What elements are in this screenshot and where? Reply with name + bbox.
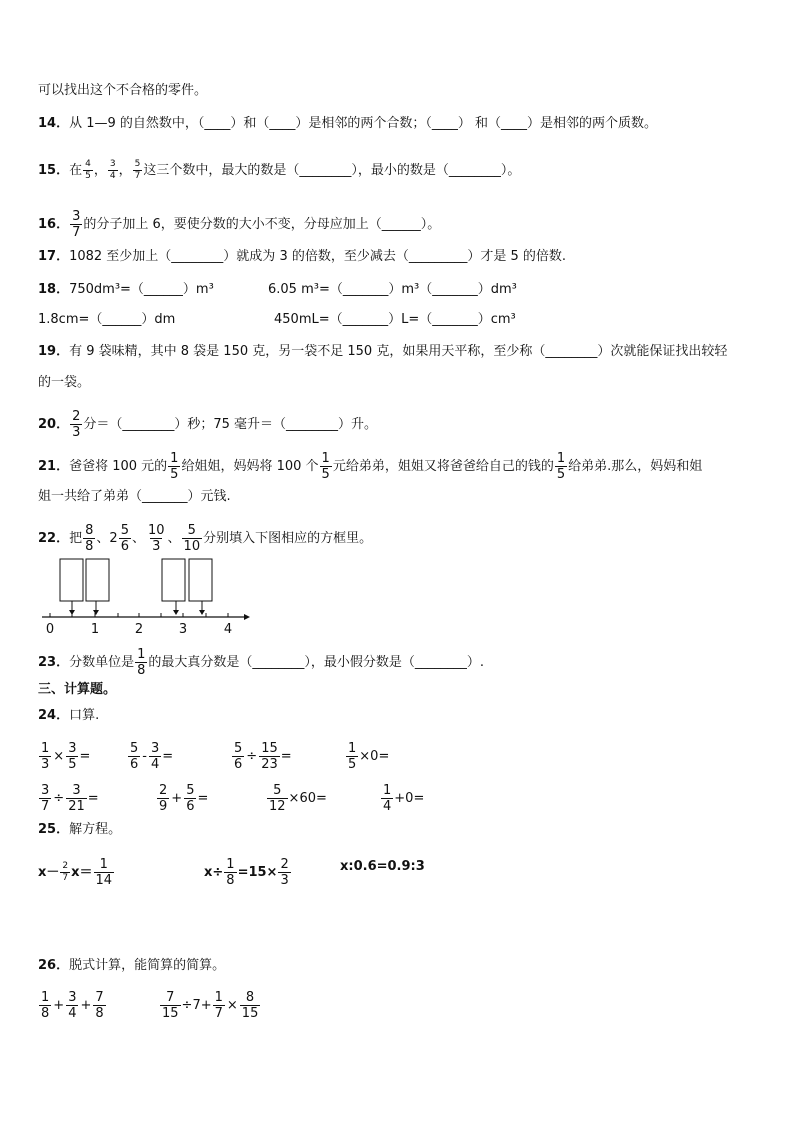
fraction: [381, 784, 393, 813]
denominator: 4: [68, 1006, 77, 1021]
question-23: [38, 648, 484, 677]
text-pre: 把: [69, 531, 83, 546]
question-17: [38, 248, 566, 266]
conversion-a: 750dm³=（______）m³: [69, 282, 214, 297]
denominator: 7: [41, 799, 50, 814]
fraction: [83, 160, 93, 181]
intro-text: 可以找出这个不合格的零件。: [38, 83, 208, 98]
question-22: [38, 524, 372, 553]
question-number: 17．: [38, 249, 70, 264]
denominator: 4: [150, 757, 160, 772]
fraction: [259, 742, 280, 771]
equals: =: [162, 749, 174, 764]
expression-text: ÷7+: [181, 998, 212, 1013]
question-text: 姐一共给了弟弟（_______）元钱.: [38, 489, 231, 504]
equals: =: [197, 791, 209, 806]
denominator: 4: [109, 171, 116, 181]
numerator: 2: [62, 861, 69, 871]
denominator: 7: [214, 1006, 223, 1021]
conversion-d: 450mL=（_______）L=（_______）cm³: [274, 312, 516, 327]
question-number: 14．: [38, 116, 70, 131]
question-text: 有 9 袋味精，其中 8 袋是 150 克，另一袋不足 150 克，如果用天平称，至少称（________）次就能保证找出较轻: [69, 344, 728, 359]
fraction: [128, 742, 140, 771]
denominator: 10: [183, 539, 201, 554]
denominator: 5: [556, 467, 566, 482]
question-26: [38, 957, 225, 975]
denominator: 3: [72, 425, 81, 440]
operator: -: [142, 749, 147, 764]
denominator: 6: [186, 799, 195, 814]
fraction: [39, 784, 51, 813]
question-text: 分＝（________）秒；75 毫升＝（________）升。: [83, 417, 378, 432]
operator: ÷: [53, 791, 65, 806]
fraction: [70, 210, 82, 239]
fraction: [240, 991, 261, 1020]
fraction: [70, 410, 82, 439]
tick-label-4: 4: [223, 622, 233, 637]
question-title: 口算.: [69, 708, 100, 723]
question-number: 25．: [38, 822, 70, 837]
tick-label-3: 3: [178, 622, 188, 637]
denominator: 3: [41, 757, 50, 772]
denominator: 6: [234, 757, 243, 772]
equation-text: =15×: [237, 865, 278, 880]
numerator: 4: [85, 159, 91, 169]
denominator: 5: [321, 467, 330, 482]
fraction: [66, 742, 78, 771]
operator: ÷: [246, 749, 258, 764]
fraction: [232, 742, 244, 771]
numerator: 5: [120, 523, 129, 538]
fraction: [267, 784, 288, 813]
fraction: [66, 784, 87, 813]
numerator: 3: [41, 783, 50, 798]
question-24: [38, 707, 99, 725]
equation-3: x:0.6=0.9:3: [340, 859, 425, 874]
fraction: [66, 991, 78, 1020]
oral-calc-4: [345, 742, 389, 771]
question-14: [38, 115, 657, 133]
equation-text: x＝: [71, 865, 93, 880]
fraction: [184, 784, 196, 813]
tick-label-0: 0: [45, 622, 55, 637]
equation-text: x÷: [204, 865, 224, 880]
fraction: [160, 991, 181, 1020]
numerator: 1: [226, 857, 235, 872]
numerator: 2: [159, 783, 168, 798]
question-title: 脱式计算，能简算的简算。: [69, 958, 226, 973]
operator: +: [80, 998, 92, 1013]
expression-tail: ×60=: [288, 791, 327, 806]
arrow-heads: [69, 610, 205, 615]
denominator: 3: [280, 873, 289, 888]
equals: =: [79, 749, 91, 764]
denominator: 3: [152, 539, 161, 554]
numerator: 7: [166, 990, 175, 1005]
tick-label-1: 1: [90, 622, 100, 637]
question-number: 18．: [38, 282, 70, 297]
section-title: 三、计算题。: [38, 682, 117, 697]
denominator: 23: [261, 757, 278, 772]
fraction: [157, 784, 169, 813]
question-number: 22．: [38, 531, 70, 546]
question-number: 15．: [38, 163, 70, 178]
question-number: 23．: [38, 655, 70, 670]
number-line-diagram: [36, 555, 256, 637]
question-25: [38, 821, 121, 839]
denominator: 6: [130, 757, 139, 772]
equation-2: [204, 858, 292, 887]
operator: +: [53, 998, 65, 1013]
fraction: [83, 524, 95, 553]
numerator: 3: [68, 741, 77, 756]
numerator: 1: [214, 990, 223, 1005]
fraction: [119, 524, 131, 553]
denominator: 8: [137, 663, 146, 678]
fraction: [135, 648, 147, 677]
question-18-c: [38, 311, 175, 329]
denominator: 8: [41, 1006, 50, 1021]
question-number: 21．: [38, 459, 70, 474]
question-text: 分别填入下图相应的方框里。: [203, 531, 373, 546]
question-text: 的一袋。: [38, 375, 91, 390]
fraction: [213, 991, 225, 1020]
expression-tail: ×0=: [359, 749, 390, 764]
oral-calc-8: [380, 784, 424, 813]
question-21-line2: [38, 488, 231, 506]
fraction: [168, 452, 180, 481]
numerator: 8: [85, 523, 94, 538]
question-19-line2: [38, 374, 90, 392]
question-number: 26．: [38, 958, 70, 973]
conversion-b: 6.05 m³=（_______）m³（_______）dm³: [268, 282, 517, 297]
equation-1: [38, 858, 115, 887]
fraction: [320, 452, 332, 481]
fraction: [133, 160, 143, 181]
equals: =: [280, 749, 292, 764]
fraction: [278, 858, 290, 887]
numerator: 1: [383, 783, 392, 798]
oral-calc-3: [231, 742, 292, 771]
question-text: 给姐姐，妈妈将 100 个: [181, 459, 319, 474]
fraction: [39, 742, 51, 771]
denominator: 8: [95, 1006, 104, 1021]
question-text: 1082 至少加上（________）就成为 3 的倍数，至少减去（_________）才是 5 的倍数.: [69, 249, 567, 264]
numerator: 1: [556, 451, 566, 466]
fraction: [346, 742, 358, 771]
question-18-d: [274, 311, 516, 329]
numerator: 1: [137, 647, 146, 662]
numerator: 1: [41, 990, 50, 1005]
question-18-row1: [38, 281, 214, 299]
question-text: 爸爸将 100 元的: [69, 459, 168, 474]
numerator: 3: [150, 741, 160, 756]
equation-text: x－: [38, 865, 60, 880]
fraction: [94, 858, 115, 887]
numerator: 10: [147, 523, 165, 538]
fraction: [60, 862, 70, 883]
numerator: 3: [72, 209, 81, 224]
numerator: 3: [109, 159, 116, 169]
question-number: 20．: [38, 417, 70, 432]
conversion-c: 1.8cm=（______）dm: [38, 312, 176, 327]
question-number: 16．: [38, 217, 70, 232]
tick-label-2: 2: [134, 622, 144, 637]
separator: 、: [131, 531, 145, 546]
denominator: 8: [85, 539, 94, 554]
question-text: 的最大真分数是（________），最小假分数是（________）.: [148, 655, 485, 670]
denominator: 6: [120, 539, 129, 554]
calc-expression-2: [159, 991, 261, 1020]
denominator: 9: [159, 799, 168, 814]
oral-calc-5: [38, 784, 99, 813]
denominator: 21: [68, 799, 85, 814]
answer-box-4[interactable]: [189, 559, 212, 601]
text-pre: 在: [69, 163, 83, 178]
fraction: [93, 991, 105, 1020]
question-15: [38, 160, 520, 181]
question-text: 给弟弟.那么，妈妈和姐: [568, 459, 703, 474]
separator: 、: [167, 531, 181, 546]
denominator: 12: [269, 799, 286, 814]
question-title: 解方程。: [69, 822, 122, 837]
question-19: [38, 343, 727, 361]
denominator: 5: [170, 467, 179, 482]
separator: ，: [93, 163, 107, 178]
numerator: 8: [245, 990, 255, 1005]
numerator: 5: [134, 159, 141, 169]
whole-part: 2: [109, 530, 118, 546]
denominator: 7: [62, 873, 69, 883]
oral-calc-7: [266, 784, 327, 813]
operator: ×: [226, 998, 238, 1013]
denominator: 5: [348, 757, 357, 772]
numerator: 1: [99, 857, 108, 872]
numerator: 1: [321, 451, 330, 466]
oral-calc-1: [38, 742, 90, 771]
equals: =: [87, 791, 99, 806]
fraction: [149, 742, 161, 771]
fraction: [555, 452, 567, 481]
oral-calc-6: [156, 784, 208, 813]
numerator: 2: [280, 857, 289, 872]
axis-arrow-icon: [244, 614, 250, 620]
fraction: [224, 858, 236, 887]
question-16: [38, 210, 440, 239]
question-18-b: [268, 281, 517, 299]
fraction: [39, 991, 51, 1020]
expression-tail: +0=: [394, 791, 425, 806]
numerator: 7: [95, 990, 104, 1005]
denominator: 7: [72, 225, 81, 240]
separator: 、: [96, 531, 110, 546]
operator: +: [171, 791, 183, 806]
question-number: 19．: [38, 344, 70, 359]
answer-box-1[interactable]: [60, 559, 83, 601]
numerator: 5: [186, 783, 195, 798]
denominator: 7: [134, 171, 141, 181]
numerator: 3: [72, 783, 81, 798]
question-21: [38, 452, 702, 481]
question-text: 元给弟弟，姐姐又将爸爸给自己的钱的: [332, 459, 554, 474]
numerator: 3: [68, 990, 77, 1005]
pointer-arrows: [72, 601, 202, 612]
denominator: 5: [85, 171, 91, 181]
mixed-number: [109, 524, 132, 553]
answer-box-3[interactable]: [162, 559, 185, 601]
numerator: 1: [41, 741, 50, 756]
calc-expression-1: [38, 991, 107, 1020]
fraction: [146, 524, 167, 553]
numerator: 5: [273, 783, 282, 798]
denominator: 4: [383, 799, 392, 814]
numerator: 15: [261, 741, 278, 756]
operator: ×: [53, 749, 65, 764]
question-20: [38, 410, 377, 439]
oral-calc-2: [127, 742, 173, 771]
fraction: [182, 524, 203, 553]
numerator: 5: [234, 741, 243, 756]
numerator: 2: [72, 409, 81, 424]
numerator: 5: [187, 523, 196, 538]
denominator: 15: [241, 1006, 259, 1021]
separator: ，: [118, 163, 132, 178]
intro-line: [38, 82, 207, 100]
denominator: 8: [226, 873, 235, 888]
numerator: 5: [130, 741, 139, 756]
numerator: 1: [170, 451, 179, 466]
question-text: 的分子加上 6，要使分数的大小不变，分母应加上（______）。: [83, 217, 441, 232]
denominator: 14: [95, 873, 113, 888]
denominator: 5: [68, 757, 77, 772]
numerator: 1: [348, 741, 357, 756]
question-text: 这三个数中，最大的数是（________），最小的数是（________）。: [143, 163, 521, 178]
denominator: 15: [162, 1006, 179, 1021]
fraction: [108, 160, 118, 181]
answer-box-2[interactable]: [86, 559, 109, 601]
question-text: 从 1—9 的自然数中，（____）和（____）是相邻的两个合数；（____） 和（____）是相邻的两个质数。: [69, 116, 658, 131]
question-number: 24．: [38, 708, 70, 723]
question-text: 分数单位是: [69, 655, 135, 670]
